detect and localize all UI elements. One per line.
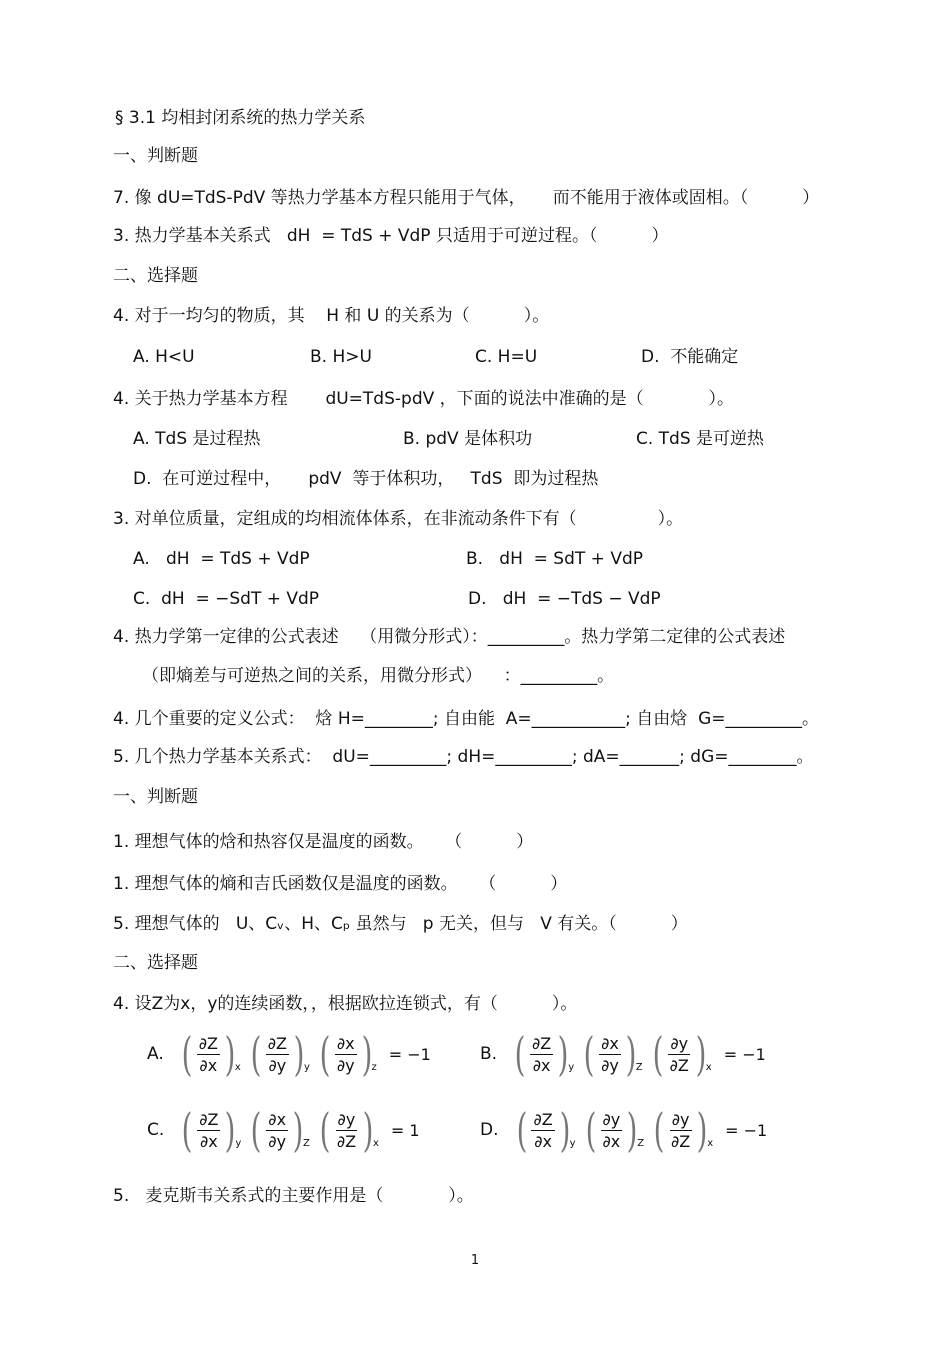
question-line: 5. 麦克斯韦关系式的主要作用是（ ）。 — [113, 1186, 474, 1206]
partial-derivative: ( $\frac{\partial y}{\partial Z}$ ) x — [319, 1103, 379, 1157]
partial-derivative: ( $\frac{\partial Z}{\partial y}$ ) y — [250, 1027, 310, 1081]
question-line: 4. 对于一均匀的物质，其 H 和 U 的关系为（ ）。 — [113, 306, 550, 326]
option-c: C. H=U — [475, 347, 538, 367]
question-line: 3. 对单位质量，定组成的均相流体体系，在非流动条件下有（ ）。 — [113, 509, 684, 529]
option-c-formula — [147, 1102, 420, 1158]
partial-derivative: ( $\frac{\partial Z}{\partial x}$ ) y — [514, 1027, 575, 1081]
option-b: B. dH = SdT + VdP — [466, 549, 643, 569]
option-label: A. — [147, 1044, 164, 1064]
option-label: D. — [480, 1120, 499, 1140]
partial-derivative: ( $\frac{\partial y}{\partial x}$ ) Z — [585, 1103, 645, 1157]
option-d-formula — [480, 1102, 767, 1158]
option-d: D. dH = −TdS − VdP — [468, 589, 661, 609]
option-d: D. 不能确定 — [641, 347, 739, 367]
option-label: C. — [147, 1120, 165, 1140]
option-a: A. dH = TdS + VdP — [133, 549, 310, 569]
option-b: B. H>U — [310, 347, 372, 367]
partial-derivative: ( $\frac{\partial Z}{\partial x}$ ) x — [181, 1027, 241, 1081]
question-line: 1. 理想气体的熵和吉氏函数仅是温度的函数。 （ ） — [113, 874, 568, 894]
heading-judgment: 一、判断题 — [113, 787, 198, 807]
heading-choice: 二、选择题 — [113, 266, 198, 286]
partial-derivative: ( $\frac{\partial y}{\partial Z}$ ) x — [652, 1027, 712, 1081]
question-line: 5. 几个热力学基本关系式： dU=_________; dH=_________; dA=_______; dG=________。 — [113, 747, 814, 767]
equation-rhs: = −1 — [725, 1120, 768, 1140]
partial-derivative: ( $\frac{\partial Z}{\partial x}$ ) y — [516, 1103, 576, 1157]
question-line: 4. 几个重要的定义公式： 焓 H=________; 自由能 A=___________; 自由焓 G=_________。 — [113, 709, 820, 729]
page-number: 1 — [470, 1253, 480, 1268]
equation-rhs: = −1 — [388, 1044, 431, 1064]
equation-rhs: = 1 — [390, 1120, 420, 1140]
heading-judgment: 一、判断题 — [113, 146, 198, 166]
question-line: 3. 热力学基本关系式 dH = TdS + VdP 只适用于可逆过程。（ ） — [113, 226, 669, 246]
option-c: C. TdS 是可逆热 — [636, 429, 765, 449]
partial-derivative: ( $\frac{\partial y}{\partial Z}$ ) x — [653, 1103, 714, 1157]
option-label: B. — [480, 1044, 498, 1064]
option-b: B. pdV 是体积功 — [403, 429, 533, 449]
section-title: § 3.1 均相封闭系统的热力学关系 — [115, 108, 366, 128]
question-line: 7. 像 dU=TdS-PdV 等热力学基本方程只能用于气体， 而不能用于液体或固相。（ ） — [113, 188, 820, 208]
equation-rhs: = −1 — [723, 1044, 766, 1064]
partial-derivative: ( $\frac{\partial Z}{\partial x}$ ) y — [181, 1103, 242, 1157]
heading-choice: 二、选择题 — [113, 953, 198, 973]
question-line: 4. 设Z为x，y的连续函数，，根据欧拉连锁式，有（ ）。 — [113, 994, 578, 1014]
option-a: A. H<U — [133, 347, 195, 367]
option-b-formula — [480, 1026, 766, 1082]
partial-derivative: ( $\frac{\partial x}{\partial y}$ ) Z — [250, 1103, 310, 1157]
partial-derivative: ( $\frac{\partial x}{\partial y}$ ) Z — [583, 1027, 643, 1081]
partial-derivative: ( $\frac{\partial x}{\partial y}$ ) z — [319, 1027, 377, 1081]
option-a-formula — [147, 1026, 431, 1082]
option-a: A. TdS 是过程热 — [133, 429, 261, 449]
question-line: （即熵差与可逆热之间的关系，用微分形式） ：_________。 — [142, 666, 615, 686]
option-d: D. 在可逆过程中， pdV 等于体积功， TdS 即为过程热 — [133, 469, 599, 489]
question-line: 4. 关于热力学基本方程 dU=TdS-pdV ，下面的说法中准确的是（ ）。 — [113, 389, 734, 409]
option-c: C. dH = −SdT + VdP — [133, 589, 320, 609]
question-line: 4. 热力学第一定律的公式表述 （用微分形式）：_________。热力学第二定律的公式表述 — [113, 627, 786, 647]
question-line: 1. 理想气体的焓和热容仅是温度的函数。 （ ） — [113, 832, 534, 852]
question-line: 5. 理想气体的 U、Cᵥ、H、Cₚ 虽然与 p 无关，但与 V 有关。（ ） — [113, 914, 688, 934]
